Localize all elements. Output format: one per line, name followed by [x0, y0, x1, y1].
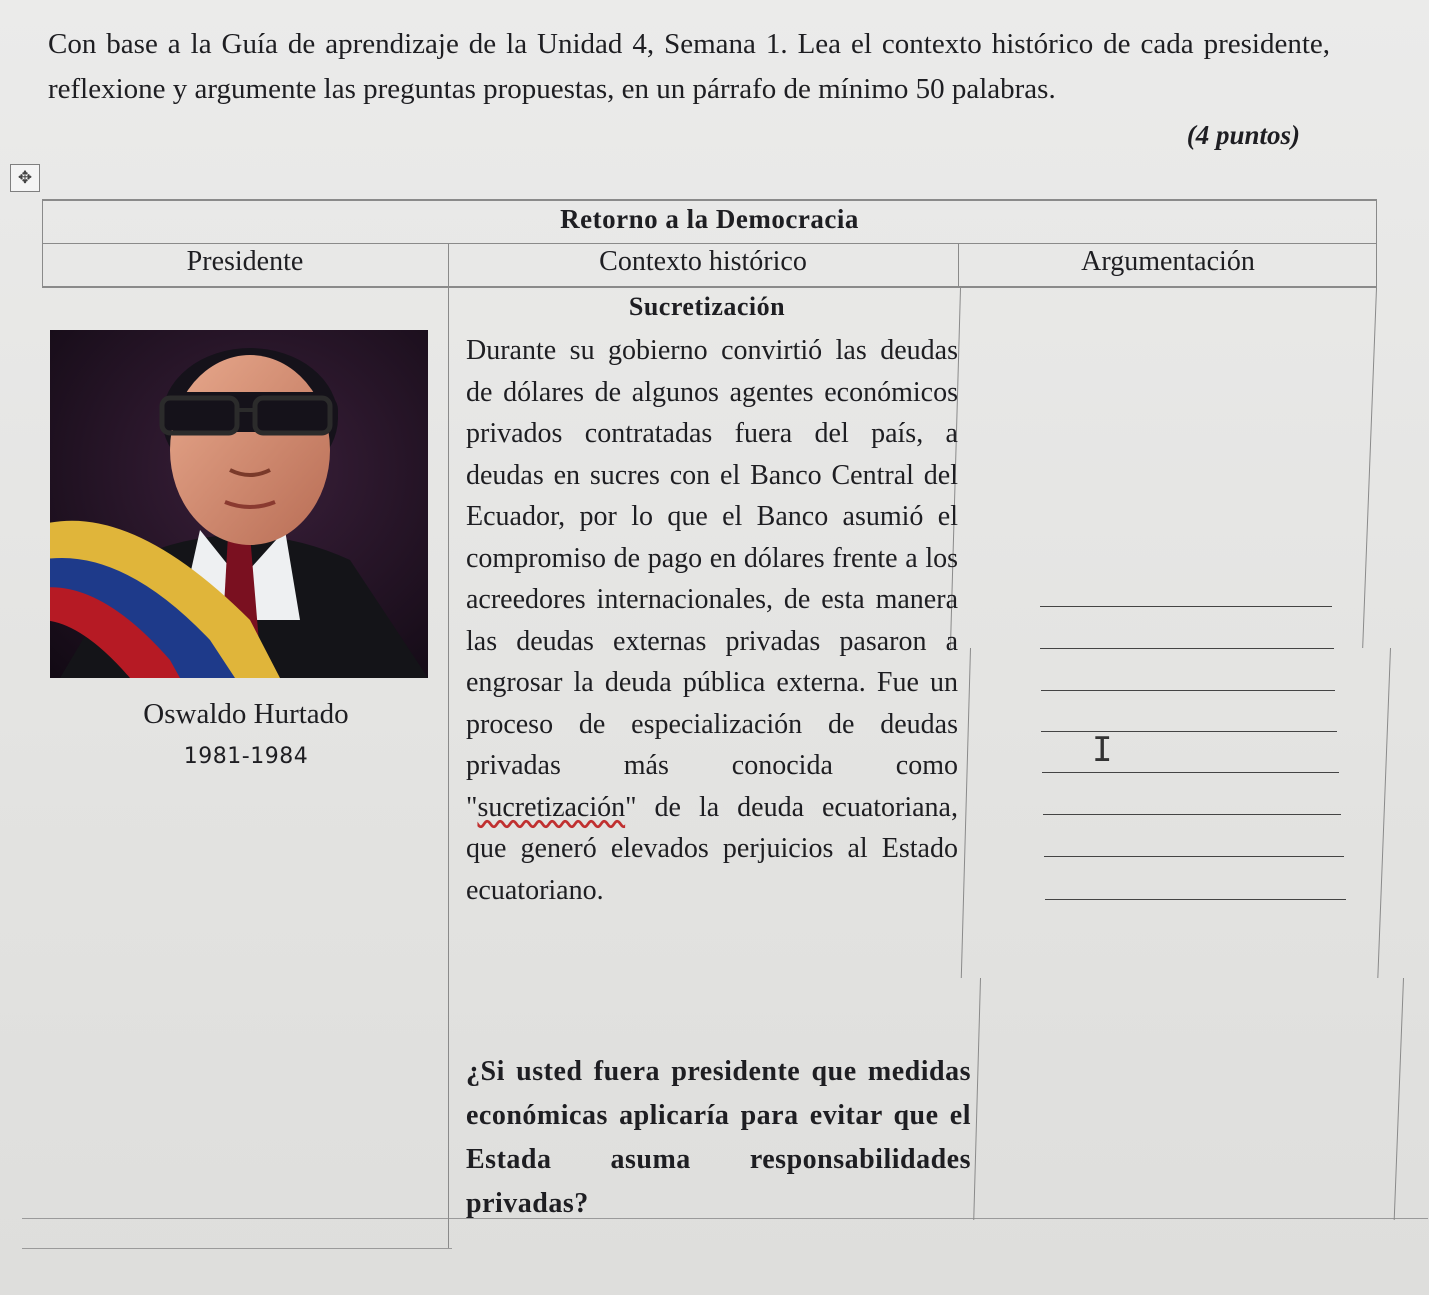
- table-move-handle-icon[interactable]: ✥: [10, 164, 40, 192]
- context-heading: Sucretización: [628, 292, 786, 321]
- president-portrait: [50, 330, 428, 678]
- president-years: 1981-1984: [183, 744, 309, 769]
- context-paragraph: [466, 330, 958, 911]
- context-text-end: " de la deuda ecuatoriana, que generó elevados perjuicios al Estado ecuatoriano.: [466, 791, 958, 906]
- table-title: Retorno a la Democracia: [560, 204, 859, 234]
- spellcheck-term: sucretización: [477, 791, 626, 823]
- header-president: Presidente: [186, 246, 304, 277]
- question-paragraph: ¿Si usted fuera presidente que medidas económicas aplicaría para evitar que el Estada asuma responsabilidades privadas?: [466, 1056, 971, 1219]
- points-label: (4 puntos): [1186, 120, 1300, 150]
- header-argument: Argumentación: [1081, 246, 1255, 277]
- context-text: Durante su gobierno convirtió las deudas de dólares de algunos agentes económicos privados contratadas fuera del país, a deudas en sucres con el Banco Central del Ecuador, por lo que el Banco asumió el compromiso de pago en dólares frente a los acreedores internacionales, de esta manera las deudas externas privadas pasaron a engrosar la deuda pública externa. Fue un proceso de especialización de deudas privadas más conocida como ": [466, 335, 958, 823]
- text-cursor-icon: I: [1092, 730, 1113, 770]
- instructions-paragraph: Con base a la Guía de aprendizaje de la Unidad 4, Semana 1. Lea el contexto histórico de cada presidente, reflexione y argumente las preguntas propuestas, en un párrafo de mínimo 50 palabras.: [48, 28, 1330, 105]
- president-name: Oswaldo Hurtado: [143, 698, 349, 730]
- header-context: Contexto histórico: [599, 246, 807, 277]
